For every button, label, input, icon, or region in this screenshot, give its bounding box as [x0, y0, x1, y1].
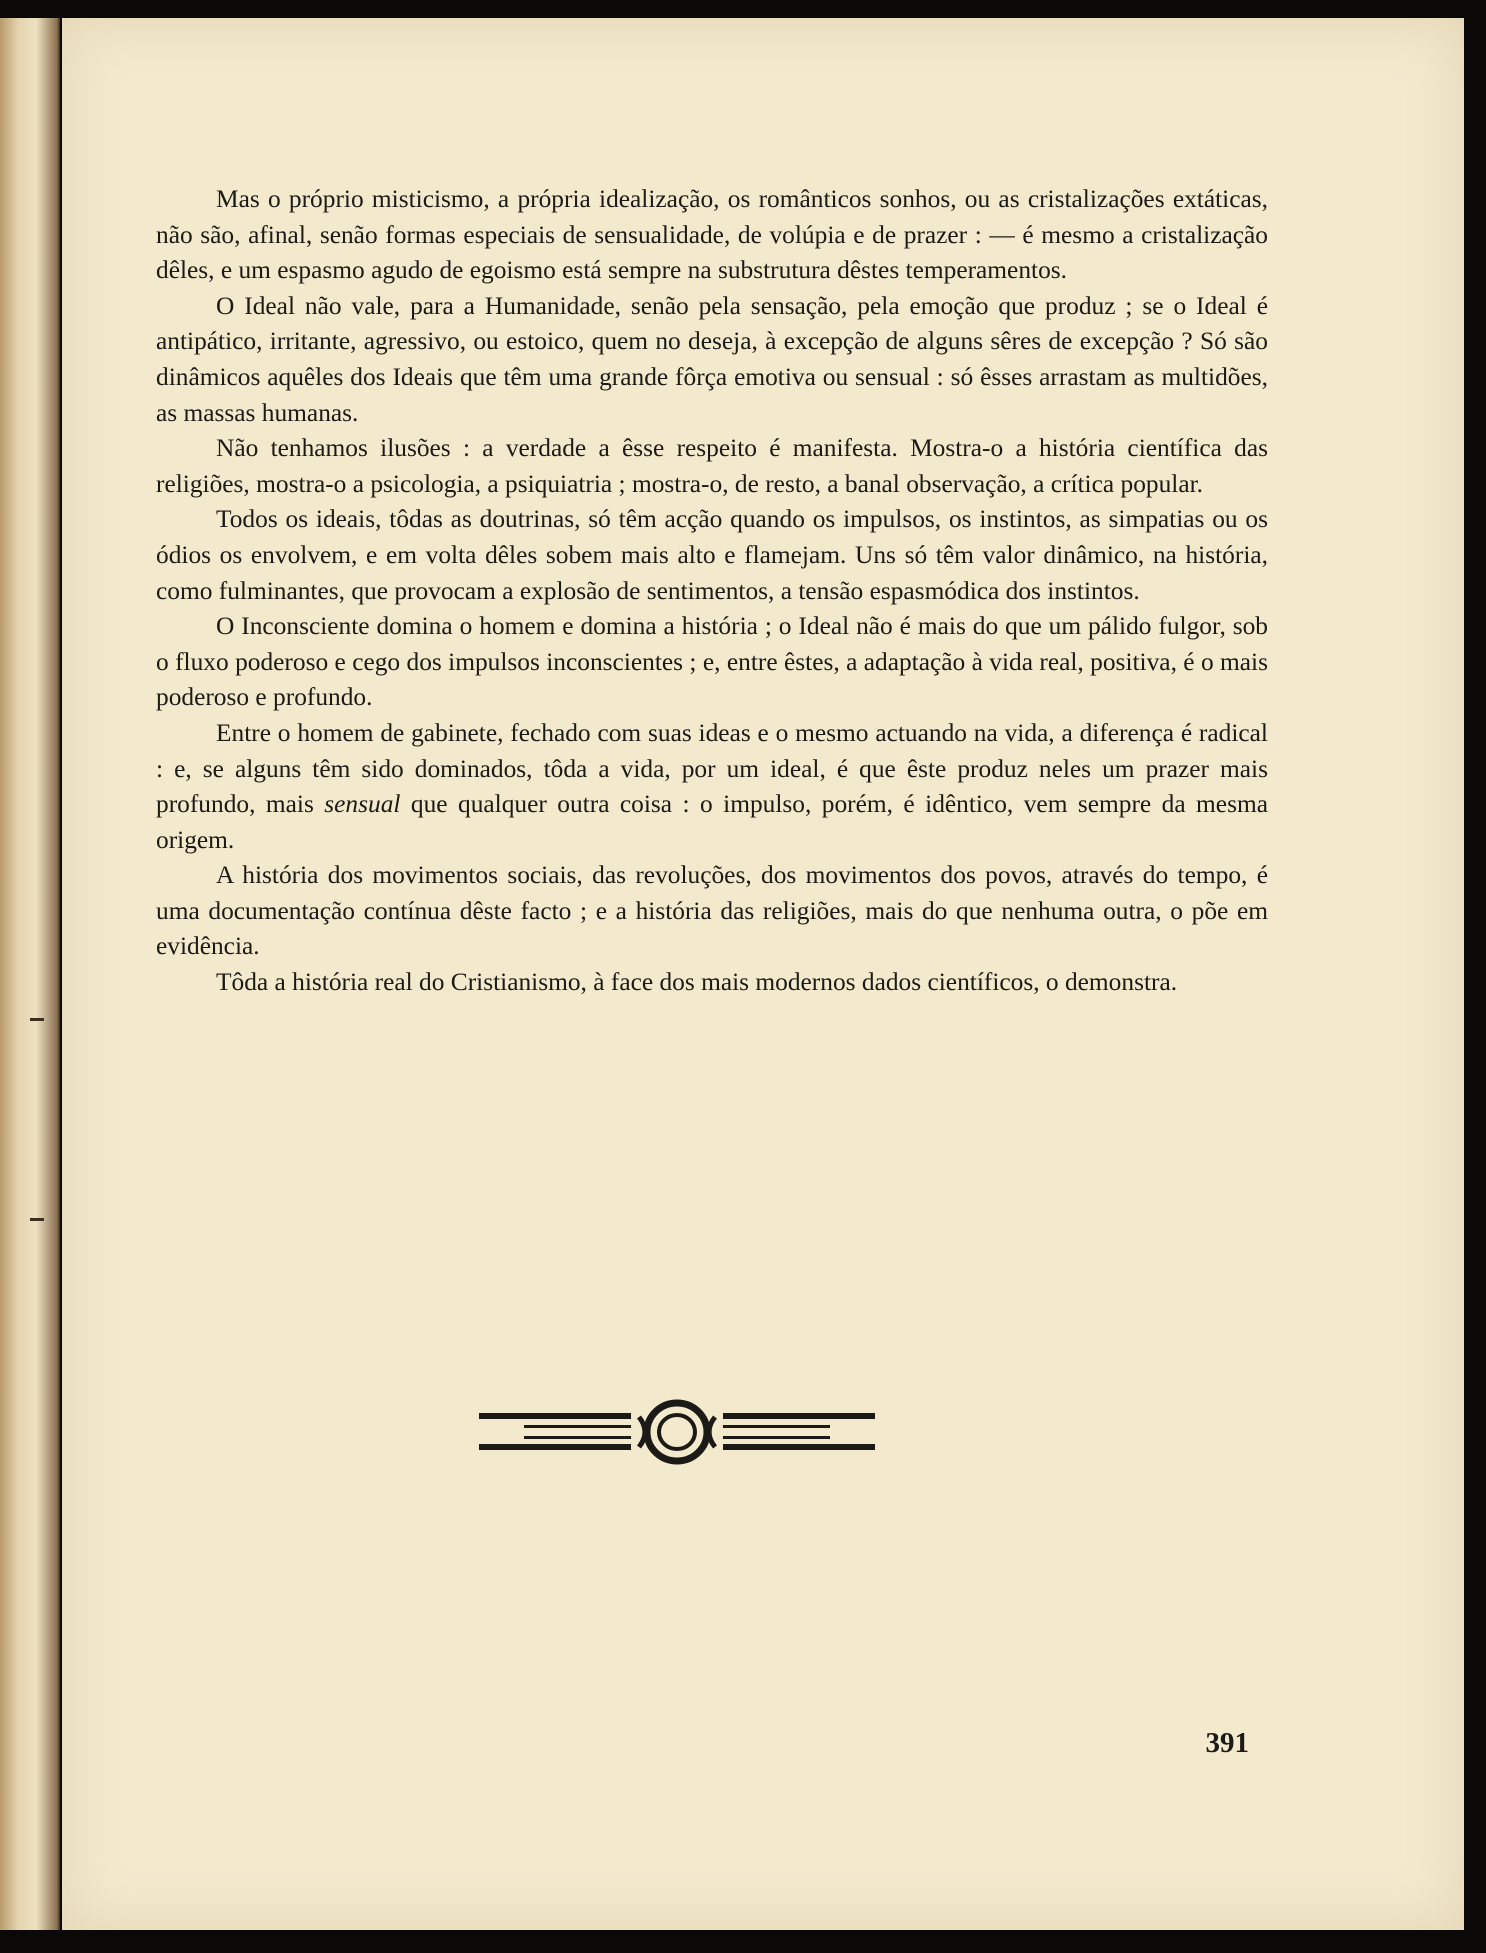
paragraph-text: O Ideal não vale, para a Humanidade, senão pela sensação, pela emoção que produz ; se o Ideal é antipático, irritante, agressivo, ou estoico, quem no deseja, à excepção de alguns sêres de excepção ? Só são dinâmicos aquêles dos Ideais que têm uma grande fôrça emotiva ou sensual : só êsses arrastam as multidões, as massas humanas. [156, 291, 1268, 427]
paragraph [156, 716, 1268, 858]
book-spine [0, 18, 60, 1930]
page-edge-mark [30, 1218, 44, 1221]
paragraph [156, 609, 1268, 716]
paragraph [156, 431, 1268, 502]
paragraph [156, 289, 1268, 431]
paragraph [156, 502, 1268, 609]
page-number: 391 [1205, 1727, 1249, 1759]
body-text [156, 182, 1268, 1001]
italic-word: sensual [324, 790, 401, 819]
paragraph [156, 858, 1268, 965]
paragraph [156, 182, 1268, 289]
paragraph-text: Tôda a história real do Cristianismo, à face dos mais modernos dados científicos, o demonstra. [216, 968, 1178, 997]
paragraph-text: Todos os ideais, tôdas as doutrinas, só têm acção quando os impulsos, os instintos, as simpatias ou os ódios os envolvem, e em volta dêles sobem mais alto e flamejam. Uns só têm valor dinâmico, na história, como fulminantes, que provocam a explosão de sentimentos, a tensão espasmódica dos instintos. [156, 505, 1268, 605]
page-edge-mark [30, 1018, 44, 1021]
paragraph-text: A história dos movimentos sociais, das revoluções, dos movimentos dos povos, através do tempo, é uma documentação contínua dêste facto ; e a história das religiões, mais do que nenhuma outra, o põe em evidência. [156, 861, 1268, 961]
paragraph-text: que qualquer outra coisa : o impulso, porém, é idêntico, vem sempre da mesma origem. [156, 790, 1268, 854]
scroll-ornament-icon [479, 1399, 875, 1469]
paragraph-text: Não tenhamos ilusões : a verdade a êsse respeito é manifesta. Mostra-o a história científica das religiões, mostra-o a psicologia, a psiquiatria ; mostra-o, de resto, a banal observação, a crítica popular. [156, 434, 1268, 498]
paragraph-text: Entre o homem de gabinete, fechado com suas ideas e o mesmo actuando na vida, a diferença é radical : e, se alguns têm sido dominados, tôda a vida, por um ideal, é que êste produz neles um prazer mais profundo, mais [156, 718, 1268, 819]
paragraph-text: O Inconsciente domina o homem e domina a história ; o Ideal não é mais do que um pálido fulgor, sob o fluxo poderoso e cego dos impulsos inconscientes ; e, entre êstes, a adaptação à vida real, positiva, é o mais poderoso e profundo. [156, 612, 1268, 712]
paragraph-text: Mas o próprio misticismo, a própria idealização, os românticos sonhos, ou as cristalizações extáticas, não são, afinal, senão formas especiais de sensualidade, de volúpia e de prazer : — é mesmo a cristalização dêles, e um espasmo agudo de egoismo está sempre na substrutura dêstes temperamentos. [156, 185, 1268, 285]
paragraph [156, 965, 1268, 1001]
